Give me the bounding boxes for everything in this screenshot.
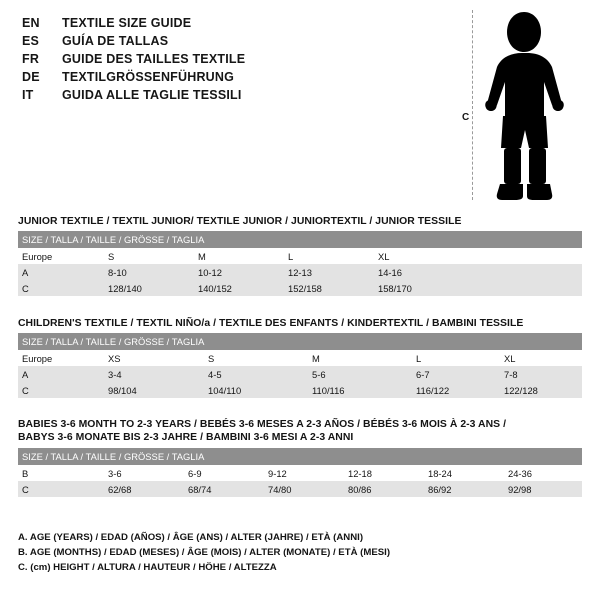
table-header-row <box>18 231 582 248</box>
table-row <box>18 264 582 280</box>
cell: XL <box>504 350 582 366</box>
junior-size-table <box>18 231 582 296</box>
section-title-line-2: BABYS 3-6 MONATE BIS 2-3 JAHRE / BAMBINI 3-6 MESI A 2-3 ANNI <box>18 432 354 443</box>
cell: 110/116 <box>312 382 416 398</box>
cell: 12-18 <box>348 465 428 481</box>
language-title: GUIDE DES TAILLES TEXTILE <box>62 52 246 66</box>
cell: 5-6 <box>312 366 416 382</box>
table-row <box>18 382 582 398</box>
cell-empty <box>468 248 582 264</box>
table-header-row <box>18 448 582 465</box>
cell: S <box>208 350 312 366</box>
legend <box>18 530 582 575</box>
language-row <box>22 68 452 86</box>
children-size-table <box>18 333 582 398</box>
table-row <box>18 350 582 366</box>
section-babies <box>18 418 582 497</box>
table-header-label: SIZE / TALLA / TAILLE / GRÖSSE / TAGLIA <box>18 448 582 465</box>
cell: M <box>312 350 416 366</box>
cell: L <box>288 248 378 264</box>
section-junior <box>18 216 582 296</box>
cell: 24-36 <box>508 465 582 481</box>
cell-empty <box>468 264 582 280</box>
cell: L <box>416 350 504 366</box>
cell: 68/74 <box>188 481 268 497</box>
measurement-figure <box>452 6 600 206</box>
cell: 10-12 <box>198 264 288 280</box>
language-title: GUÍA DE TALLAS <box>62 34 169 48</box>
language-code: EN <box>22 16 40 30</box>
cell: 12-13 <box>288 264 378 280</box>
table-header-label: SIZE / TALLA / TAILLE / GRÖSSE / TAGLIA <box>18 333 582 350</box>
cell: 116/122 <box>416 382 504 398</box>
language-title: TEXTILE SIZE GUIDE <box>62 16 192 30</box>
cell: 152/158 <box>288 280 378 296</box>
cell: 3-6 <box>108 465 188 481</box>
table-header-row <box>18 333 582 350</box>
cell: 158/170 <box>378 280 468 296</box>
cell: XL <box>378 248 468 264</box>
row-label: Europe <box>18 350 108 366</box>
cell: 98/104 <box>108 382 208 398</box>
section-title <box>18 418 582 444</box>
language-row <box>22 50 452 68</box>
cell: 128/140 <box>108 280 198 296</box>
section-title-line-1: BABIES 3-6 MONTH TO 2-3 YEARS / BEBÉS 3-6 MESES A 2-3 AÑOS / BÉBÉS 3-6 MOIS À 2-3 ANS / <box>18 419 507 430</box>
cell: 14-16 <box>378 264 468 280</box>
cell: 3-4 <box>108 366 208 382</box>
cell: S <box>108 248 198 264</box>
section-title: CHILDREN'S TEXTILE / TEXTIL NIÑO/а / TEXTILE DES ENFANTS / KINDERTEXTIL / BAMBINI TESSILE <box>18 318 524 329</box>
cell: 140/152 <box>198 280 288 296</box>
language-row <box>22 14 452 32</box>
section-children <box>18 318 582 398</box>
legend-line-b: B. AGE (MONTHS) / EDAD (MESES) / ÂGE (MOIS) / ALTER (MONATE) / ETÀ (MESI) <box>18 547 391 558</box>
row-label: A <box>18 366 108 382</box>
height-measure-line <box>472 10 473 200</box>
table-row <box>18 248 582 264</box>
table-row <box>18 465 582 481</box>
cell: 122/128 <box>504 382 582 398</box>
row-label: C <box>18 382 108 398</box>
child-silhouette-icon <box>484 8 594 203</box>
babies-size-table <box>18 448 582 497</box>
row-label: A <box>18 264 108 280</box>
language-code: IT <box>22 88 34 102</box>
language-row <box>22 86 452 104</box>
cell: 62/68 <box>108 481 188 497</box>
language-title: TEXTILGRÖSSENFÜHRUNG <box>62 70 235 84</box>
table-row <box>18 366 582 382</box>
language-title-list <box>22 14 452 104</box>
row-label: Europe <box>18 248 108 264</box>
cell: 6-9 <box>188 465 268 481</box>
language-code: ES <box>22 34 40 48</box>
language-row <box>22 32 452 50</box>
row-label: B <box>18 465 108 481</box>
cell-empty <box>468 280 582 296</box>
cell: 7-8 <box>504 366 582 382</box>
legend-line-c: C. (cm) HEIGHT / ALTURA / HAUTEUR / HÖHE / ALTEZZA <box>18 562 277 573</box>
language-code: DE <box>22 70 40 84</box>
cell: 86/92 <box>428 481 508 497</box>
row-label: C <box>18 280 108 296</box>
cell: 18-24 <box>428 465 508 481</box>
cell: M <box>198 248 288 264</box>
cell: 80/86 <box>348 481 428 497</box>
cell: 74/80 <box>268 481 348 497</box>
cell: 9-12 <box>268 465 348 481</box>
cell: XS <box>108 350 208 366</box>
language-code: FR <box>22 52 40 66</box>
legend-line-a: A. AGE (YEARS) / EDAD (AÑOS) / ÂGE (ANS) / ALTER (JAHRE) / ETÀ (ANNI) <box>18 532 364 543</box>
row-label: C <box>18 481 108 497</box>
table-row <box>18 481 582 497</box>
table-row <box>18 280 582 296</box>
language-title: GUIDA ALLE TAGLIE TESSILI <box>62 88 242 102</box>
table-header-label: SIZE / TALLA / TAILLE / GRÖSSE / TAGLIA <box>18 231 582 248</box>
section-title: JUNIOR TEXTILE / TEXTIL JUNIOR/ TEXTILE JUNIOR / JUNIORTEXTIL / JUNIOR TESSILE <box>18 216 462 227</box>
cell: 4-5 <box>208 366 312 382</box>
cell: 104/110 <box>208 382 312 398</box>
cell: 92/98 <box>508 481 582 497</box>
cell: 6-7 <box>416 366 504 382</box>
height-measure-label: C <box>462 112 470 123</box>
cell: 8-10 <box>108 264 198 280</box>
